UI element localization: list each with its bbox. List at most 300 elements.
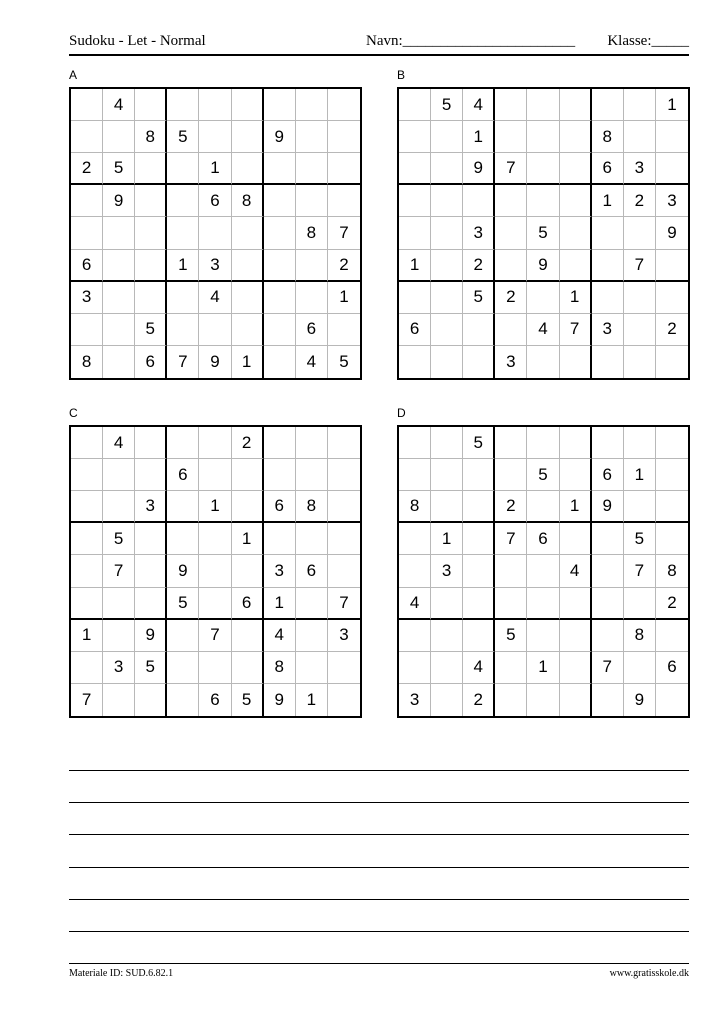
sudoku-cell xyxy=(592,89,624,121)
sudoku-cell xyxy=(560,121,592,153)
sudoku-cell xyxy=(71,121,103,153)
sudoku-cell: 8 xyxy=(71,346,103,378)
sudoku-cell: 6 xyxy=(264,491,296,523)
sudoku-cell xyxy=(399,185,431,217)
sudoku-cell xyxy=(328,555,360,587)
sudoku-cell xyxy=(328,427,360,459)
material-id: Materiale ID: SUD.6.82.1 xyxy=(69,968,174,979)
sudoku-cell xyxy=(264,89,296,121)
sudoku-cell xyxy=(199,89,231,121)
sudoku-cell: 2 xyxy=(232,427,264,459)
sudoku-cell: 9 xyxy=(199,346,231,378)
sudoku-cell xyxy=(167,217,199,249)
sudoku-cell: 9 xyxy=(463,153,495,185)
sudoku-cell xyxy=(656,346,688,378)
sudoku-cell xyxy=(495,250,527,282)
sudoku-cell xyxy=(399,427,431,459)
sudoku-cell: 3 xyxy=(399,684,431,716)
sudoku-cell xyxy=(463,314,495,346)
sudoku-cell xyxy=(495,427,527,459)
sudoku-cell xyxy=(328,523,360,555)
sudoku-cell xyxy=(624,121,656,153)
sudoku-cell xyxy=(264,185,296,217)
sudoku-cell: 7 xyxy=(624,250,656,282)
sudoku-cell xyxy=(527,684,559,716)
sudoku-cell xyxy=(624,89,656,121)
sudoku-cell xyxy=(431,620,463,652)
sudoku-cell xyxy=(167,89,199,121)
sudoku-cell xyxy=(527,555,559,587)
sudoku-cell xyxy=(495,89,527,121)
sudoku-cell xyxy=(399,620,431,652)
sudoku-cell: 1 xyxy=(560,282,592,314)
sudoku-cell xyxy=(264,346,296,378)
sudoku-cell xyxy=(103,491,135,523)
sudoku-cell xyxy=(232,217,264,249)
sudoku-cell xyxy=(431,185,463,217)
sudoku-cell xyxy=(264,314,296,346)
sudoku-cell: 9 xyxy=(624,684,656,716)
sudoku-cell: 4 xyxy=(103,89,135,121)
sudoku-cell: 7 xyxy=(199,620,231,652)
sudoku-cell xyxy=(463,459,495,491)
sudoku-cell xyxy=(296,588,328,620)
sudoku-cell xyxy=(527,620,559,652)
sudoku-cell: 5 xyxy=(495,620,527,652)
sudoku-cell xyxy=(399,346,431,378)
sudoku-cell: 2 xyxy=(656,314,688,346)
sudoku-cell: 1 xyxy=(328,282,360,314)
sudoku-cell: 2 xyxy=(495,491,527,523)
sudoku-cell xyxy=(296,620,328,652)
sudoku-cell xyxy=(71,588,103,620)
sudoku-cell xyxy=(431,121,463,153)
sudoku-cell xyxy=(232,620,264,652)
sudoku-cell xyxy=(624,314,656,346)
sudoku-cell: 7 xyxy=(328,217,360,249)
writing-line xyxy=(69,899,689,900)
sudoku-cell: 3 xyxy=(624,153,656,185)
sudoku-cell xyxy=(103,684,135,716)
sudoku-cell xyxy=(592,346,624,378)
sudoku-cell: 1 xyxy=(592,185,624,217)
sudoku-cell: 7 xyxy=(560,314,592,346)
sudoku-cell xyxy=(199,555,231,587)
sudoku-cell xyxy=(135,282,167,314)
sudoku-cell xyxy=(103,314,135,346)
sudoku-cell: 6 xyxy=(135,346,167,378)
sudoku-cell xyxy=(328,185,360,217)
sudoku-cell xyxy=(656,250,688,282)
sudoku-cell xyxy=(264,153,296,185)
sudoku-cell: 5 xyxy=(103,523,135,555)
sudoku-cell xyxy=(592,250,624,282)
sudoku-cell: 8 xyxy=(296,217,328,249)
sudoku-cell xyxy=(296,89,328,121)
sudoku-cell xyxy=(431,314,463,346)
sudoku-cell xyxy=(71,185,103,217)
sudoku-cell: 5 xyxy=(527,217,559,249)
sudoku-cell xyxy=(527,588,559,620)
sudoku-cell: 6 xyxy=(592,153,624,185)
sudoku-cell xyxy=(232,314,264,346)
sudoku-cell: 4 xyxy=(103,427,135,459)
sudoku-cell xyxy=(399,217,431,249)
sudoku-cell: 2 xyxy=(328,250,360,282)
sudoku-cell: 7 xyxy=(495,523,527,555)
sudoku-cell: 5 xyxy=(135,314,167,346)
sudoku-cell: 8 xyxy=(656,555,688,587)
sudoku-cell xyxy=(527,427,559,459)
sudoku-cell xyxy=(592,684,624,716)
sudoku-cell: 6 xyxy=(296,314,328,346)
sudoku-cell xyxy=(431,153,463,185)
sudoku-cell xyxy=(560,427,592,459)
sudoku-cell xyxy=(199,121,231,153)
sudoku-cell: 3 xyxy=(199,250,231,282)
sudoku-cell xyxy=(71,217,103,249)
sudoku-cell xyxy=(495,588,527,620)
sudoku-cell xyxy=(527,121,559,153)
sudoku-cell xyxy=(656,153,688,185)
sudoku-cell: 4 xyxy=(264,620,296,652)
sudoku-cell xyxy=(71,491,103,523)
sudoku-cell: 9 xyxy=(527,250,559,282)
sudoku-cell xyxy=(656,427,688,459)
sudoku-cell: 6 xyxy=(592,459,624,491)
sudoku-cell xyxy=(103,620,135,652)
sudoku-cell xyxy=(232,652,264,684)
sudoku-cell xyxy=(328,459,360,491)
sudoku-cell xyxy=(135,427,167,459)
sudoku-cell xyxy=(328,491,360,523)
sudoku-cell xyxy=(264,217,296,249)
sudoku-cell xyxy=(527,185,559,217)
sudoku-cell xyxy=(399,523,431,555)
sudoku-cell xyxy=(592,523,624,555)
sudoku-cell xyxy=(264,427,296,459)
sudoku-cell xyxy=(399,153,431,185)
sudoku-cell: 8 xyxy=(296,491,328,523)
sudoku-cell xyxy=(264,459,296,491)
sudoku-cell xyxy=(624,217,656,249)
sudoku-cell xyxy=(656,121,688,153)
sudoku-cell: 7 xyxy=(328,588,360,620)
sudoku-cell xyxy=(463,523,495,555)
sudoku-cell xyxy=(495,684,527,716)
sudoku-cell: 3 xyxy=(328,620,360,652)
header-rule xyxy=(69,54,689,56)
sudoku-cell: 3 xyxy=(495,346,527,378)
sudoku-cell xyxy=(199,588,231,620)
sudoku-cell xyxy=(328,314,360,346)
sudoku-cell xyxy=(135,185,167,217)
sudoku-cell xyxy=(167,427,199,459)
class-field: Klasse:_____ xyxy=(607,33,689,49)
sudoku-cell xyxy=(560,523,592,555)
sudoku-cell xyxy=(592,555,624,587)
sudoku-cell xyxy=(328,684,360,716)
sudoku-cell xyxy=(431,217,463,249)
sudoku-cell: 5 xyxy=(167,121,199,153)
sudoku-cell xyxy=(328,153,360,185)
sudoku-cell: 3 xyxy=(431,555,463,587)
sudoku-cell: 9 xyxy=(656,217,688,249)
sudoku-cell xyxy=(232,121,264,153)
sudoku-cell: 3 xyxy=(264,555,296,587)
sudoku-cell xyxy=(135,459,167,491)
sudoku-cell: 1 xyxy=(296,684,328,716)
sudoku-grid-d xyxy=(397,425,690,718)
puzzle-label-a: A xyxy=(69,68,78,82)
sudoku-cell xyxy=(296,282,328,314)
sudoku-cell xyxy=(560,620,592,652)
sudoku-cell xyxy=(328,652,360,684)
sudoku-cell xyxy=(527,89,559,121)
sudoku-cell: 2 xyxy=(463,684,495,716)
puzzle-label-c: C xyxy=(69,406,78,420)
sudoku-cell xyxy=(656,491,688,523)
sudoku-cell xyxy=(232,250,264,282)
sudoku-cell: 3 xyxy=(463,217,495,249)
sudoku-cell xyxy=(167,153,199,185)
sudoku-cell: 7 xyxy=(103,555,135,587)
sudoku-cell xyxy=(328,121,360,153)
sudoku-cell: 6 xyxy=(232,588,264,620)
sudoku-cell: 8 xyxy=(624,620,656,652)
sudoku-cell: 9 xyxy=(264,121,296,153)
website-link: www.gratisskole.dk xyxy=(609,968,689,979)
sudoku-cell xyxy=(560,185,592,217)
sudoku-cell: 1 xyxy=(199,153,231,185)
sudoku-cell xyxy=(560,153,592,185)
sudoku-cell xyxy=(199,314,231,346)
sudoku-cell xyxy=(624,346,656,378)
sudoku-cell xyxy=(167,185,199,217)
sudoku-cell: 1 xyxy=(624,459,656,491)
sudoku-cell: 9 xyxy=(167,555,199,587)
sudoku-cell xyxy=(199,459,231,491)
sudoku-cell xyxy=(135,684,167,716)
puzzle-label-b: B xyxy=(397,68,406,82)
sudoku-cell: 1 xyxy=(199,491,231,523)
sudoku-cell xyxy=(560,459,592,491)
sudoku-cell xyxy=(135,153,167,185)
sudoku-cell: 1 xyxy=(264,588,296,620)
sudoku-cell xyxy=(264,250,296,282)
sudoku-cell xyxy=(103,121,135,153)
sudoku-cell: 6 xyxy=(399,314,431,346)
sudoku-cell xyxy=(431,250,463,282)
sudoku-cell xyxy=(495,459,527,491)
sudoku-cell xyxy=(431,459,463,491)
writing-line xyxy=(69,802,689,803)
sudoku-cell xyxy=(232,282,264,314)
sudoku-cell xyxy=(592,620,624,652)
sudoku-cell xyxy=(656,620,688,652)
sudoku-cell: 5 xyxy=(339,351,349,371)
sudoku-cell: 4 xyxy=(527,314,559,346)
sudoku-cell xyxy=(103,217,135,249)
sudoku-cell xyxy=(624,282,656,314)
sudoku-cell: 4 xyxy=(463,89,495,121)
sudoku-cell xyxy=(296,459,328,491)
worksheet-header xyxy=(69,33,689,53)
sudoku-cell: 4 xyxy=(399,588,431,620)
sudoku-cell: 7 xyxy=(167,346,199,378)
sudoku-cell: 6 xyxy=(71,250,103,282)
sudoku-grid-a xyxy=(69,87,362,380)
sudoku-grid-b xyxy=(397,87,690,380)
sudoku-cell: 5 xyxy=(135,652,167,684)
sudoku-cell xyxy=(135,555,167,587)
sudoku-cell xyxy=(399,459,431,491)
sudoku-cell: 5 xyxy=(624,523,656,555)
writing-line xyxy=(69,931,689,932)
sudoku-cell: 5 xyxy=(232,684,264,716)
sudoku-cell xyxy=(296,523,328,555)
puzzle-label-d: D xyxy=(397,406,406,420)
sudoku-cell: 8 xyxy=(135,121,167,153)
sudoku-cell xyxy=(495,314,527,346)
sudoku-cell xyxy=(167,314,199,346)
sudoku-cell xyxy=(431,282,463,314)
sudoku-cell: 7 xyxy=(624,555,656,587)
sudoku-cell xyxy=(199,427,231,459)
sudoku-cell xyxy=(167,684,199,716)
sudoku-cell: 1 xyxy=(167,250,199,282)
sudoku-cell xyxy=(624,588,656,620)
sudoku-cell xyxy=(527,491,559,523)
sudoku-cell: 6 xyxy=(199,185,231,217)
sudoku-cell xyxy=(71,89,103,121)
sudoku-cell: 3 xyxy=(656,185,688,217)
sudoku-cell: 3 xyxy=(71,282,103,314)
sudoku-cell xyxy=(431,491,463,523)
sudoku-cell xyxy=(463,346,495,378)
sudoku-cell: 2 xyxy=(624,185,656,217)
sudoku-cell xyxy=(560,588,592,620)
sudoku-cell xyxy=(232,555,264,587)
sudoku-cell: 4 xyxy=(199,282,231,314)
sudoku-cell xyxy=(656,282,688,314)
sudoku-cell xyxy=(71,459,103,491)
sudoku-cell xyxy=(463,620,495,652)
sudoku-cell xyxy=(135,250,167,282)
sudoku-cell: 6 xyxy=(296,555,328,587)
sudoku-cell: 2 xyxy=(495,282,527,314)
sudoku-cell: 9 xyxy=(103,185,135,217)
sudoku-cell xyxy=(199,652,231,684)
sudoku-cell: 1 xyxy=(560,491,592,523)
sudoku-cell xyxy=(463,555,495,587)
sudoku-cell xyxy=(656,459,688,491)
sudoku-cell xyxy=(167,620,199,652)
sudoku-cell xyxy=(296,427,328,459)
sudoku-cell xyxy=(103,459,135,491)
sudoku-cell xyxy=(135,89,167,121)
sudoku-cell xyxy=(431,652,463,684)
sudoku-cell xyxy=(624,652,656,684)
sudoku-cell xyxy=(199,523,231,555)
sudoku-grid-c xyxy=(69,425,362,718)
sudoku-cell xyxy=(296,121,328,153)
writing-line xyxy=(69,834,689,835)
sudoku-cell xyxy=(592,282,624,314)
sudoku-cell xyxy=(103,250,135,282)
sudoku-cell: 1 xyxy=(232,346,264,378)
sudoku-cell xyxy=(103,282,135,314)
sudoku-cell: 6 xyxy=(656,652,688,684)
sudoku-cell: 1 xyxy=(527,652,559,684)
sudoku-cell xyxy=(232,89,264,121)
sudoku-cell xyxy=(463,588,495,620)
sudoku-cell xyxy=(71,523,103,555)
sudoku-cell: 4 xyxy=(560,555,592,587)
sudoku-cell xyxy=(624,491,656,523)
sudoku-cell xyxy=(135,523,167,555)
sudoku-cell: 3 xyxy=(592,314,624,346)
sudoku-cell xyxy=(167,652,199,684)
sudoku-cell xyxy=(103,588,135,620)
sudoku-cell xyxy=(495,555,527,587)
sudoku-cell xyxy=(560,684,592,716)
sudoku-cell: 1 xyxy=(232,523,264,555)
sudoku-cell xyxy=(71,314,103,346)
sudoku-cell xyxy=(560,217,592,249)
sudoku-cell xyxy=(527,346,559,378)
sudoku-cell xyxy=(656,523,688,555)
sudoku-cell xyxy=(560,346,592,378)
sudoku-cell: 3 xyxy=(103,652,135,684)
sudoku-cell: 6 xyxy=(167,459,199,491)
sudoku-cell xyxy=(167,491,199,523)
sudoku-cell xyxy=(527,153,559,185)
sudoku-cell: 8 xyxy=(232,185,264,217)
sudoku-cell xyxy=(463,185,495,217)
sudoku-cell xyxy=(495,121,527,153)
sudoku-cell xyxy=(71,652,103,684)
sudoku-cell: 9 xyxy=(264,684,296,716)
sudoku-cell xyxy=(495,217,527,249)
sudoku-cell xyxy=(296,185,328,217)
sudoku-cell xyxy=(431,588,463,620)
sudoku-cell xyxy=(431,346,463,378)
sudoku-cell: 8 xyxy=(264,652,296,684)
sudoku-cell: 9 xyxy=(135,620,167,652)
sudoku-cell: 1 xyxy=(656,89,688,121)
sudoku-cell: 4 xyxy=(296,346,328,378)
sudoku-cell xyxy=(399,652,431,684)
sudoku-cell: 5 xyxy=(103,153,135,185)
sudoku-cell xyxy=(527,282,559,314)
sudoku-cell: 1 xyxy=(431,523,463,555)
sudoku-cell xyxy=(624,427,656,459)
sudoku-cell xyxy=(71,555,103,587)
sudoku-cell xyxy=(103,346,135,378)
sudoku-cell xyxy=(463,491,495,523)
sudoku-cell xyxy=(135,217,167,249)
sudoku-cell xyxy=(592,588,624,620)
sudoku-cell xyxy=(399,89,431,121)
sudoku-cell: 5 xyxy=(431,89,463,121)
sudoku-cell: 2 xyxy=(463,250,495,282)
sudoku-cell xyxy=(592,217,624,249)
sudoku-cell: 8 xyxy=(592,121,624,153)
sudoku-cell: 1 xyxy=(71,620,103,652)
sudoku-cell: 5 xyxy=(463,282,495,314)
writing-line xyxy=(69,770,689,771)
